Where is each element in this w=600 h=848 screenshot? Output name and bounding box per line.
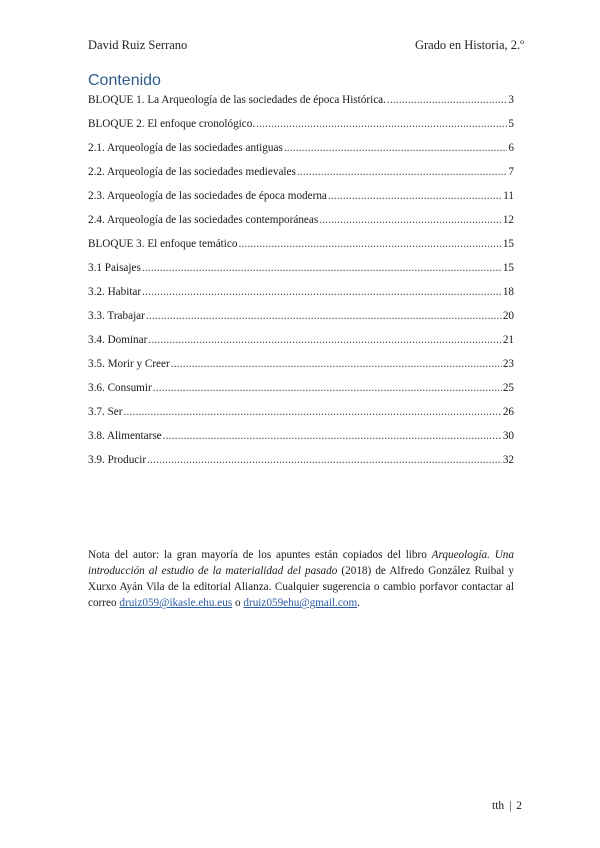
- toc-entry-label: 3.8. Alimentarse: [88, 430, 162, 442]
- page-number: 2: [516, 800, 522, 812]
- toc-title: Contenido: [88, 72, 161, 89]
- toc-entry-label: 3.6. Consumir: [88, 382, 152, 394]
- toc-entry-label: 3.2. Habitar: [88, 286, 142, 298]
- toc-entry-page: 3: [508, 94, 514, 106]
- toc-entry-label: BLOQUE 2. El enfoque cronológico.: [88, 118, 256, 130]
- toc-entry-label: 3.1 Paisajes: [88, 262, 141, 274]
- toc-entry[interactable]: [88, 142, 514, 166]
- toc-entry-page: 20: [502, 310, 514, 322]
- toc-dot-leader: [171, 358, 502, 370]
- toc-dot-leader: [297, 166, 508, 178]
- note-text: Nota del autor: la gran mayoría de los apuntes están copiados del libro: [88, 549, 432, 562]
- toc-entry[interactable]: [88, 358, 514, 382]
- toc-entry[interactable]: [88, 382, 514, 406]
- note-text: o: [232, 597, 244, 610]
- note-text: (2018) de Alfredo González Ruibal y Xurxo Ayán Vila de la editorial Alianza. Cualquier sugerencia o cambio porfavor contactar al correo: [88, 565, 514, 610]
- toc-entry-label: 3.9. Producir: [88, 454, 147, 466]
- toc-entry-page: 25: [502, 382, 514, 394]
- toc-entry[interactable]: [88, 454, 514, 478]
- toc-dot-leader: [148, 334, 501, 346]
- toc-entry-label: 2.1. Arqueología de las sociedades antiguas: [88, 142, 283, 154]
- toc-dot-leader: [328, 190, 502, 202]
- toc-entry-page: 6: [508, 142, 514, 154]
- email-link-gmail[interactable]: druiz059ehu@gmail.com: [243, 597, 358, 610]
- toc-entry-page: 11: [503, 190, 514, 202]
- toc-dot-leader: [319, 214, 502, 226]
- toc-entry-label: 2.3. Arqueología de las sociedades de época moderna: [88, 190, 327, 202]
- toc-entry-page: 12: [502, 214, 514, 226]
- toc-entry-label: 2.2. Arqueología de las sociedades medievales: [88, 166, 296, 178]
- footer-label: tth: [492, 800, 505, 812]
- toc-entry-page: 15: [502, 262, 514, 274]
- toc-entry-label: BLOQUE 3. El enfoque temático: [88, 238, 238, 250]
- header-author: David Ruiz Serrano: [88, 38, 188, 52]
- footer-separator: |: [509, 800, 512, 812]
- note-text: .: [357, 597, 360, 610]
- email-link-ehu[interactable]: druiz059@ikasle.ehu.eus: [119, 597, 233, 610]
- toc-entry-page: 32: [502, 454, 514, 466]
- toc-entry[interactable]: [88, 94, 514, 118]
- toc-entry-label: 3.3. Trabajar: [88, 310, 145, 322]
- toc-entry-page: 21: [502, 334, 514, 346]
- toc-entry-label: BLOQUE 1. La Arqueología de las sociedades de época Histórica.: [88, 94, 386, 106]
- toc-dot-leader: [147, 454, 502, 466]
- toc-entry-page: 18: [502, 286, 514, 298]
- toc-entry[interactable]: [88, 166, 514, 190]
- toc-entry[interactable]: [88, 118, 514, 142]
- toc-entry-label: 3.7. Ser: [88, 406, 123, 418]
- toc-dot-leader: [284, 142, 508, 154]
- toc-entry[interactable]: [88, 190, 514, 214]
- toc-dot-leader: [256, 118, 507, 130]
- page-footer: [492, 800, 522, 812]
- toc-entry[interactable]: [88, 406, 514, 430]
- toc-dot-leader: [142, 262, 502, 274]
- toc-entry-page: 23: [502, 358, 514, 370]
- table-of-contents: [88, 94, 514, 478]
- toc-entry[interactable]: [88, 286, 514, 310]
- toc-dot-leader: [146, 310, 502, 322]
- toc-dot-leader: [387, 94, 507, 106]
- toc-entry-page: 7: [508, 166, 514, 178]
- toc-dot-leader: [153, 382, 502, 394]
- book-title: Arqueología. Una introducción al estudio de la materialidad del pasado: [88, 549, 514, 578]
- toc-entry[interactable]: [88, 430, 514, 454]
- toc-entry-label: 3.4. Dominar: [88, 334, 148, 346]
- toc-dot-leader: [238, 238, 501, 250]
- toc-dot-leader: [142, 286, 502, 298]
- toc-dot-leader: [163, 430, 502, 442]
- toc-entry[interactable]: [88, 310, 514, 334]
- toc-entry-page: 30: [502, 430, 514, 442]
- toc-dot-leader: [124, 406, 502, 418]
- header-course: Grado en Historia, 2.º: [414, 38, 524, 52]
- toc-entry[interactable]: [88, 334, 514, 358]
- toc-entry-page: 26: [502, 406, 514, 418]
- toc-entry-page: 5: [508, 118, 514, 130]
- toc-entry-label: 2.4. Arqueología de las sociedades contemporáneas: [88, 214, 319, 226]
- toc-entry-page: 15: [502, 238, 514, 250]
- toc-entry-label: 3.5. Morir y Creer: [88, 358, 170, 370]
- toc-entry[interactable]: [88, 238, 514, 262]
- author-note: [88, 547, 514, 611]
- toc-entry[interactable]: [88, 214, 514, 238]
- toc-entry[interactable]: [88, 262, 514, 286]
